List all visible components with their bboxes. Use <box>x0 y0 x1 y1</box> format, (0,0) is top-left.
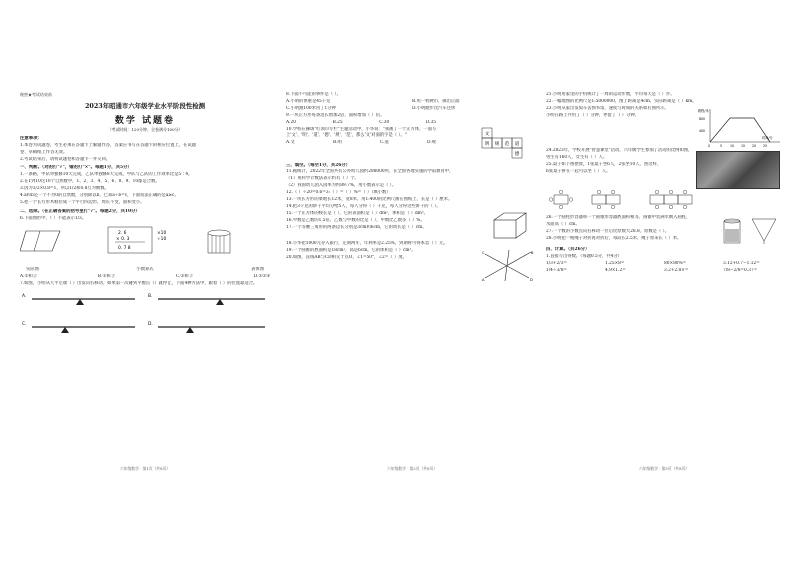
fill-question: 26.一个圆柱形容器和一个圆锥形容器底面积相等，圆锥中装满水倒入圆柱， <box>546 214 691 220</box>
svg-text:文: 文 <box>484 131 490 137</box>
notice-line: 1.本卷为试题卷，考生必须在答题卡上解题作答，答案应书写在答题卡的相应位置上，在试题 <box>20 142 196 148</box>
svg-text:25: 25 <box>763 143 768 148</box>
section-choice-heading: 二、选择。（在正确答案的括号里打"√"。每题2分，共10分） <box>20 208 140 214</box>
section-judge-heading: 一、判断。（对的打"√"，错的打"×"。每题1分，共5分） <box>20 165 132 171</box>
exam-info: （考试时间：120分钟，全卷满分100分） <box>107 126 183 132</box>
cylinder-cone-figure <box>716 215 780 245</box>
judge-question: 4.a和b是一个不为0的自然数，分别除以b，已知a÷b=c，下面说法正确的是a≥c。 <box>20 193 179 199</box>
q6-label-1: 实际图 <box>26 266 39 272</box>
fill-question: 11.据统计，2022年全国共有公办幼儿园约288000所，在全国各地实施的学前教育中， <box>286 169 454 175</box>
calculation-figure <box>108 227 166 253</box>
fill-question: 15.一个正方体的棱长是（ ），它的表面积是（ ）dm²，体积是（ ）dm³。 <box>286 210 428 216</box>
calc-item: 80×80%= <box>664 260 687 266</box>
fill-question: 12.（ ）÷20=0.6=3:（ ）=（ ）%=（ ）（填小数） <box>286 190 391 196</box>
svg-text:5: 5 <box>720 143 723 148</box>
fill-question: 18.小华把1000元存入银行，定期两年，年利率是2.25%，到期时可得本息（ ）元。 <box>286 240 448 246</box>
question-6: 6.下面图形中，（ ）不能表示1/3。 <box>20 215 87 221</box>
svg-text:道: 道 <box>514 141 520 147</box>
fill-question: （1）用科学计数法表示约有（ ）个。 <box>286 176 359 182</box>
fill-question: 22.一幅地图的比例尺是1:5000000，图上距离是4cm，实际距离是（ ）km。 <box>546 98 697 104</box>
section-fill-heading: 三、填空。（每空1分，共26分） <box>286 162 351 168</box>
exam-subject: 数学 试题卷 <box>114 115 176 126</box>
q6-figures <box>20 223 270 263</box>
svg-text:0. 7 8: 0. 7 8 <box>118 245 131 251</box>
svg-text:路程/米: 路程/米 <box>698 108 709 113</box>
fill-question: 25.桌子如下图摆放，1张桌子坐6人，2张坐10人，照这样， <box>546 161 662 167</box>
svg-text:B.: B. <box>148 294 153 300</box>
q10-option-d[interactable]: D.规 <box>427 140 436 146</box>
parallelogram-figure <box>20 231 60 251</box>
q9-option-d[interactable]: D.35 <box>425 119 436 125</box>
fill-question: 20.如图，直线AB与CD相交于点O，∠1=50°，∠2=（ ）度。 <box>286 254 407 260</box>
calc-item: 3.12+0.7−1.12= <box>723 260 760 266</box>
fill-question: 13.一块长方形的菜地长12米，宽8米，用1:400的比例尺画在图纸上，长是（ ）厘米。 <box>286 197 453 203</box>
svg-text:× 0. 3: × 0. 3 <box>116 236 130 242</box>
svg-text:10: 10 <box>730 143 735 148</box>
q10-option-a[interactable]: A.文 <box>286 140 295 146</box>
balance-option-d <box>148 321 265 333</box>
svg-text:D: D <box>530 277 533 282</box>
svg-text:D.: D. <box>148 322 153 328</box>
fill-question: 16.甲数是乙数的1.5倍，乙数与甲数的比是（ ），甲数比乙数多（ ）%。 <box>286 217 425 223</box>
calc-item: 1/4÷3/8= <box>546 267 568 273</box>
q8-option-c[interactable]: C.小明跑100米用了1分钟 <box>286 105 336 111</box>
svg-text:20: 20 <box>752 143 757 148</box>
svg-text:B: B <box>531 250 534 255</box>
balance-option-a <box>22 293 135 305</box>
svg-text:时间/分: 时间/分 <box>762 135 773 140</box>
calc-item: 1/3+2/3= <box>546 260 568 266</box>
exam-page-2 <box>286 92 538 472</box>
fill-question: 23.小明从家出发骑车去图书馆，速度与时间的关系如右图所示， <box>546 105 669 111</box>
q6-label-2: 小数算式 <box>136 266 154 272</box>
question-7: 7.如图，小明从天平左端（ ）出发向右移动，如果第一次碰到平衡点（）就停止，下面4种方法中，跟着（ ）的位置最适合。 <box>20 280 258 286</box>
question-9: 9.一块正方形每条边长增加2倍，面积增加（ ）倍。 <box>286 112 385 118</box>
svg-text:0: 0 <box>708 143 711 148</box>
judge-question: 5.把一个长方形木框拉成一个平行四边形，周长不变，面积变小。 <box>20 199 145 205</box>
section-calc-heading: 四、计算。（共26分） <box>546 246 590 252</box>
notice-heading: 注意事项： <box>20 135 42 141</box>
page-footer: 六年级数学 · 第2页（共8页） <box>386 466 438 471</box>
q9-option-b[interactable]: B.25 <box>332 119 343 125</box>
question-10: 10.学校在操场"红领巾专栏"主题活动中，小华说："我画了一个正方体，一面写上'文'、'明'、'道'、'德'、'规'、'范'，那么'文'对面的字是（ ）。" <box>286 126 437 139</box>
cube-net-figure <box>476 127 536 161</box>
judge-question: 2.在1到10这10个自然数中，1、2、3、4、5、6、8、9、10都是合数。 <box>20 179 160 185</box>
q7-balance-figures <box>20 287 270 339</box>
intersecting-lines-figure <box>481 248 536 282</box>
q6-option-b[interactable]: B.①和③ <box>97 273 115 279</box>
svg-text:2. 6: 2. 6 <box>118 230 127 236</box>
calc-item: 4.9×1.2= <box>605 267 626 273</box>
fill-question: 28.小明把一根绳子对折再对折后，每段长2.5米，绳子原来长（ ）米。 <box>546 235 682 241</box>
question-8: 8.下面不可能的事件是（ ）。 <box>286 92 341 97</box>
fill-question: 21.小明用家里的手机统计了一周的运动步数，平均每天是（ ）步。 <box>546 92 675 97</box>
svg-text:规: 规 <box>494 141 500 147</box>
table-arrangement-figure <box>546 189 782 211</box>
svg-text:C.: C. <box>22 322 27 328</box>
q10-option-c[interactable]: C.道 <box>380 140 389 146</box>
exam-page-3 <box>546 92 782 472</box>
svg-text:范: 范 <box>504 141 510 147</box>
q6-option-c[interactable]: C.②和③ <box>175 273 193 279</box>
distance-time-chart <box>696 106 782 148</box>
q8-option-a[interactable]: A.小明的体重是45千克 <box>286 98 331 104</box>
q6-option-a[interactable]: A.①和② <box>20 273 37 279</box>
confidential-mark: 秘密★考试结束前 <box>20 92 52 97</box>
fill-question: 14.把3千克的饼干平均分给5人，每人分得（ ）千克，每人分得这些饼干的（ ）。 <box>286 203 441 209</box>
page-footer: 六年级数学 · 第3页（共8页） <box>638 466 690 471</box>
exam-page-1 <box>20 92 270 472</box>
fill-question: （2）我国幼儿园入园率为约89.7%，用小数表示是（ ）。 <box>286 183 397 189</box>
svg-text:÷10: ÷10 <box>157 236 167 242</box>
svg-text:400: 400 <box>699 128 706 133</box>
svg-text:×10: ×10 <box>157 230 167 236</box>
balance-option-c <box>22 321 135 333</box>
fill-question: 水面高（ ）cm。 <box>546 221 580 227</box>
fill-question: 17.一个等腰三角形的两条边长分别是3cm和6cm，它的周长是（ ）cm。 <box>286 224 427 230</box>
svg-text:A: A <box>482 277 485 282</box>
calc-item: 7/8−2/8=0.37= <box>723 267 758 273</box>
notice-line: 2.考试结束后，请将试题卷和答题卡一并交回。 <box>20 156 111 162</box>
cylinder-bundle-figure <box>208 230 230 253</box>
q10-option-b[interactable]: B.明 <box>332 140 342 146</box>
cube-figure <box>486 211 536 241</box>
fill-question: 27.一个数的小数点向右移动一位后比原数大28.8，原数是（ ）。 <box>546 228 670 234</box>
svg-text:德: 德 <box>514 151 520 157</box>
fill-question: 小明在路上共用了（ ）分钟，停留了（ ）分钟。 <box>546 112 639 118</box>
classroom-photo <box>696 151 780 189</box>
fill-question: 19.一个圆锥的底面积是18cm²，高是6cm，它的体积是（ ）cm³。 <box>286 247 416 253</box>
q8-option-b[interactable]: B.用一枚硬币，掷出正面 <box>412 98 460 104</box>
svg-text:明: 明 <box>484 141 490 147</box>
judge-question: 3.因为1/2×0.8=1，所以1/2和0.8互为倒数。 <box>20 186 109 192</box>
svg-text:A.: A. <box>22 294 27 300</box>
notice-line: 卷、草稿纸上作答无效。 <box>20 149 68 155</box>
svg-text:15: 15 <box>741 143 746 148</box>
fill-question: 24.2023年，学校开展"智慧课堂"活动，六年级学生参加了活动的比例如图， <box>546 147 693 153</box>
svg-text:800: 800 <box>699 116 706 121</box>
svg-text:C: C <box>482 250 485 255</box>
balance-option-b <box>148 293 265 305</box>
fill-question: 男生有160人，女生有（ ）人。 <box>546 154 608 160</box>
q8-option-d[interactable]: D.小明跑步比汽车还快 <box>412 105 456 111</box>
page-footer: 六年级数学 · 第1页（共8页） <box>119 466 171 471</box>
q9-option-a[interactable]: A.20 <box>286 119 296 125</box>
calc-item: 1.25×8= <box>605 260 625 266</box>
q9-option-c[interactable]: C.30 <box>379 119 390 125</box>
fill-question: n张桌子拼在一起可以坐（ ）人。 <box>546 168 611 174</box>
exam-title: 2023年昭通市六年级学业水平阶段性检测 <box>84 101 206 110</box>
q6-option-d[interactable]: D.①②③ <box>253 273 270 279</box>
q6-label-3: 表体图 <box>251 266 264 272</box>
judge-question: 1.一条路，甲队单独修10天完成，乙队单独修8天完成，甲队与乙队的工作效率比是5∶4。 <box>20 172 193 178</box>
calc-item: 3.2+2.8×= <box>664 267 689 273</box>
calc-subheading: 1.直接写出得数。（每题0.5分，共4分） <box>546 253 622 259</box>
